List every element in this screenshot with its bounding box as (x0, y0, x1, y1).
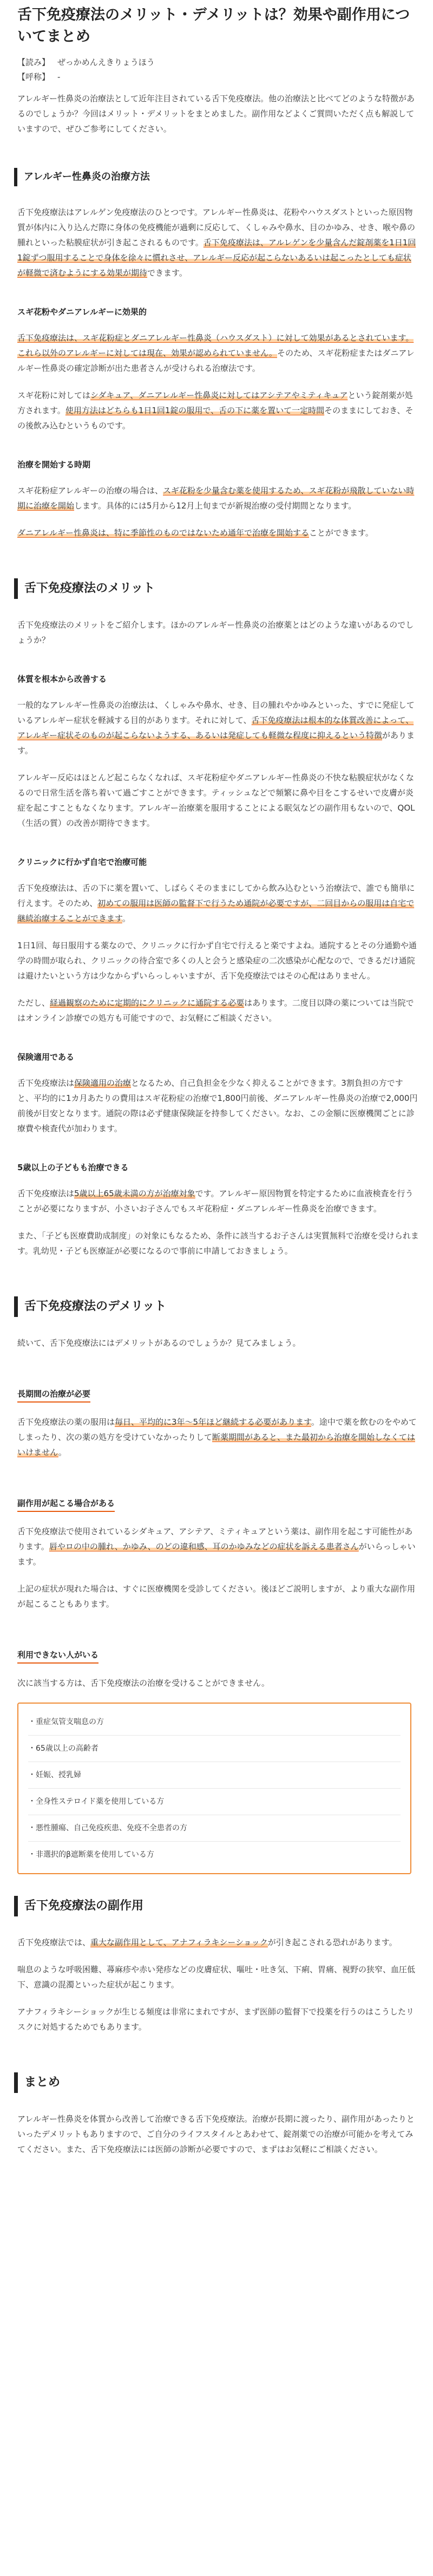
list-item: ・ 65歳以上の高齢者 (28, 1736, 401, 1762)
ineligible-list (17, 1703, 411, 1874)
alias-row (17, 70, 419, 84)
subheading-children: 5歳以上の子どもも治療できる (17, 1163, 129, 1172)
term-meta (14, 55, 419, 84)
paragraph: スギ花粉に対してはシダキュア、ダニアレルギー性鼻炎に対してはアシテアやミティキュアという錠剤薬が処方されます。使用方法はどちらも1日1回1錠の服用で、舌の下に薬を置いて一定時間そのままにしておき、その後飲み込むというものです。 (17, 390, 414, 431)
paragraph: 舌下免疫療法は、スギ花粉症とダニアレルギー性鼻炎（ハウスダスト）に対して効果があるとされています。これら以外のアレルギーに対しては現在、効果が認められていません。そのため、スギ花粉症またはダニアレルギー性鼻炎の確定診断が出た患者さんが受けられる治療法です。 (17, 333, 415, 373)
alias-value: - (57, 72, 61, 82)
paragraph: 次に該当する方は、舌下免疫療法の治療を受けることができません。 (17, 1678, 270, 1688)
subheading-home-treatment: クリニックに行かず自宅で治療可能 (17, 857, 147, 867)
list-item: ・ 悪性腫瘍、自己免疫疾患、免疫不全患者の方 (28, 1815, 401, 1842)
paragraph: スギ花粉症アレルギーの治療の場合は、スギ花粉を少量含む薬を使用するため、スギ花粉が飛散していない時期に治療を開始します。具体的には5月から12月上旬までが新規治療の受付期間となります。 (17, 486, 415, 511)
paragraph: 舌下免疫療法の薬の服用は毎日、平均的に3年〜5年ほど継続する必要があります。途中で薬を飲むのをやめてしまったり、次の薬の処方を受けていなかったりして断薬期間があると、また最初から治療を開始しなくてはいけません。 (17, 1417, 417, 1457)
highlight-text: 経過観察のために定期的にクリニックに通院する必要 (50, 998, 245, 1008)
subheading-ineligible: 利用できない人がいる (17, 1648, 99, 1664)
subheading-constitution: 体質を根本から改善する (17, 674, 107, 684)
highlight-text: ダニアレルギー性鼻炎は、特に季節性のものではないため通年で治療を開始する (17, 528, 310, 538)
list-item: ・ 全身性ステロイド薬を使用している方 (28, 1789, 401, 1815)
paragraph: ダニアレルギー性鼻炎は、特に季節性のものではないため通年で治療を開始することができます。 (17, 528, 373, 538)
paragraph: 舌下免疫療法は5歳以上65歳未満の方が治療対象です。アレルギー原因物質を特定するために血液検査を行うことが必要になりますが、小さいお子さんでもスギ花粉症・ダニアレルギー性鼻炎を治療できます。 (17, 1189, 414, 1214)
highlight-text: 毎日、平均的に3年〜5年ほど継続する必要があります (115, 1417, 311, 1427)
list-item: ・ 非選択的β遮断薬を使用している方 (28, 1842, 401, 1868)
section-heading-adverse-effects: 舌下免疫療法の副作用 (14, 1896, 419, 1916)
subheading-insurance: 保険適用である (17, 1052, 75, 1062)
paragraph: 続いて、舌下免疫療法にはデメリットがあるのでしょうか？見てみましょう。 (17, 1338, 301, 1348)
reading-label: 【読み】 (17, 57, 50, 67)
list-item: ・ 妊娠、授乳婦 (28, 1762, 401, 1789)
highlight-text: スギ花粉を少量含む薬を使用するため、スギ花粉が飛散していない時期に治療を開始 (17, 486, 415, 511)
paragraph: 喘息のような呼吸困難、蕁麻疹や赤い発疹などの皮膚症状、嘔吐・吐き気、下痢、胃痛、視野の狭窄、血圧低下、意識の混濁といった症状が起こります。 (17, 1965, 416, 1990)
highlight-text: 断薬期間があると、また最初から治療を開始しなくてはいけません (17, 1432, 416, 1457)
paragraph: 舌下免疫療法は、舌の下に薬を置いて、しばらくそのままにしてから飲み込むという治療法で、誰でも簡単に行えます。そのため、初めての服用は医師の監督下で行うため通院が必要ですが、二回目からの服用は自宅で継続治療することができます。 (17, 883, 415, 923)
section-heading-demerits: 舌下免疫療法のデメリット (14, 1296, 419, 1317)
paragraph: 舌下免疫療法はアレルゲン免疫療法のひとつです。アレルギー性鼻炎は、花粉やハウスダストといった原因物質が体内に入り込んだ際に身体の免疫機能が過剰に反応して、くしゃみや鼻水、目のかゆみ、せき、喉や鼻の腫れといった粘膜症状が引き起こされるものです。舌下免疫療法は、アルレゲンを少量含んだ錠剤薬を1日1回1錠ずつ服用することで身体を徐々に慣れさせ、アレルギー反応が起こらないあるいは起こったとしても症状が軽微で済むようにする効果が期待できます。 (17, 207, 416, 278)
page-title: 舌下免疫療法のメリット・デメリットは？効果や副作用についてまとめ (17, 6, 410, 45)
highlight-text: 初めての服用は医師の監督下で行うため通院が必要ですが、二回目からの服用は自宅で継続治療することができます (17, 898, 415, 923)
paragraph: アナフィラキシーショックが生じる頻度は非常にまれですが、まず医師の監督下で投薬を行うのはこうしたリスクに対処するためでもあります。 (17, 2007, 415, 2032)
alias-label: 【呼称】 (17, 72, 50, 82)
paragraph: 上記の症状が現れた場合は、すぐに医療機関を受診してください。後ほどご説明しますが、より重大な副作用が起こることもあります。 (17, 1584, 416, 1609)
section-heading-treatment: アレルギー性鼻炎の治療方法 (14, 168, 419, 186)
paragraph: 一般的なアレルギー性鼻炎の治療法は、くしゃみや鼻水、せき、目の腫れやかゆみといった、すでに発症しているアレルギー症状を軽減する目的があります。それに対して、舌下免疫療法は根本的な体質改善によって、アレルギー症状そのものが起こらないようする、あるいは発症しても軽微な程度に抑えるという特徴があります。 (17, 700, 415, 755)
paragraph: アレルギー性鼻炎を体質から改善して治療できる舌下免疫療法。治療が長期に渡ったり、副作用があったりといったデメリットもありますので、ご自分のライフスタイルとあわせて、錠剤薬での治療が可能かを考えてみてください。また、舌下免疫療法には医師の診断が必要ですので、まずはお気軽にご相談ください。 (17, 2114, 415, 2154)
paragraph: 舌下免疫療法は保険適用の治療となるため、自己負担金を少なく抑えることができます。3割負担の方ですと、平均的に1カ月あたりの費用はスギ花粉症の治療で1,800円前後、ダニアレルギー性鼻炎の治療で2,000円前後が目安となります。通院の際は必ず健康保険証を持参してください。なお、この金額に医療機関ごとに診療費や検査代が加わります。 (17, 1078, 418, 1133)
highlight-text: シダキュア、ダニアレルギー性鼻炎に対してはアシテアやミティキュア (90, 390, 348, 400)
reading-row (17, 55, 419, 70)
subheading-effective: スギ花粉やダニアレルギーに効果的 (17, 307, 147, 317)
section-heading-merits: 舌下免疫療法のメリット (14, 578, 419, 599)
intro-text: アレルギー性鼻炎の治療法として近年注目されている舌下免疫療法。他の治療法と比べてどのような特徴があるのでしょうか？今回はメリット・デメリットをまとめました。副作用などよくご質問いただく点も解説していますので、ぜひご参考にしてください。 (17, 94, 415, 134)
highlight-text: 5歳以上65歳未満の方が治療対象 (74, 1189, 195, 1198)
list-item: ・ 重症気管支喘息の方 (28, 1709, 401, 1736)
paragraph: また、「子ども医療費助成制度」の対象にもなるため、条件に該当するお子さんは実質無料で治療を受けられます。乳幼児・子ども医療証が必要になるので事前に申請しておきましょう。 (17, 1231, 419, 1256)
subheading-long-term: 長期間の治療が必要 (17, 1387, 90, 1403)
highlight-text: 保険適用の治療 (74, 1078, 132, 1088)
highlight-text: 舌下免疫療法は、スギ花粉症とダニアレルギー性鼻炎（ハウスダスト）に対して効果があるとされています。これら以外のアレルギーに対しては現在、効果が認められていません。 (17, 333, 414, 358)
highlight-text: 唇やロの中の腫れ、かゆみ、のどの違和感、耳のかゆみなどの症状を訴える患者さん (49, 1542, 359, 1551)
paragraph: 舌下免疫療法のメリットをご紹介します。ほかのアレルギー性鼻炎の治療薬とはどのような違いがあるのでしょうか？ (17, 620, 414, 645)
paragraph: 1日1回、毎日服用する薬なので、クリニックに行かず自宅で行えると楽ですよね。通院するとその分通勤や通学の時間が取られ、クリニックの待合室で多くの人と会うと感染症の二次感染が心配なので、できるだけ通院は避けたいという方は少なからずいらっしゃいますが、舌下免疫療法ではその心配はありません。 (17, 941, 417, 981)
section-heading-summary: まとめ (14, 2072, 419, 2093)
reading-value: ぜっかめんえきりょうほう (57, 57, 155, 67)
highlight-text: 重大な副作用として、アナフィラキシーショック (90, 1938, 268, 1947)
paragraph: 舌下免疫療法で使用されているシダキュア、アシテア、ミティキュアという薬は、副作用を起こす可能性があります。唇やロの中の腫れ、かゆみ、のどの違和感、耳のかゆみなどの症状を訴える患者さんがいらっしゃいます。 (17, 1527, 416, 1567)
subheading-timing: 治療を開始する時期 (17, 460, 91, 469)
highlight-text: 舌下免疫療法は、アルレゲンを少量含んだ錠剤薬を1日1回1錠ずつ服用することで身体を徐々に慣れさせ、アレルギー反応が起こらないあるいは起こったとしても症状が軽微で済むようにする効果が期待 (17, 238, 416, 278)
highlight-text: 使用方法はどちらも1日1回1錠の服用で、舌の下に薬を置いて一定時間 (65, 406, 325, 415)
paragraph: アレルギー反応はほとんど起こらなくなれば、スギ花粉症やダニアレルギー性鼻炎の不快な粘膜症状がなくなるので日常生活を落ち着いて過ごすことができます。ティッシュなどで頻繁に鼻や目をこするせいで皮膚が炎症を起こすこともなくなります。アレルギー治療薬を服用することによる眠気などの副作用もないので、QOL（生活の質）の改善が期待できます。 (17, 773, 415, 828)
highlight-text: 舌下免疫療法は根本的な体質改善によって、アレルギー症状そのものが起こらないようする、あるいは発症しても軽微な程度に抑えるという特徴 (17, 715, 414, 740)
paragraph: 舌下免疫療法では、重大な副作用として、アナフィラキシーショックが引き起こされる恐れがあります。 (17, 1938, 397, 1947)
paragraph: ただし、経過観察のために定期的にクリニックに通院する必要はあります。二度目以降の薬については当院ではオンライン診療での処方も可能ですので、お気軽にご相談ください。 (17, 998, 414, 1023)
subheading-side-effects: 副作用が起こる場合がある (17, 1497, 115, 1512)
